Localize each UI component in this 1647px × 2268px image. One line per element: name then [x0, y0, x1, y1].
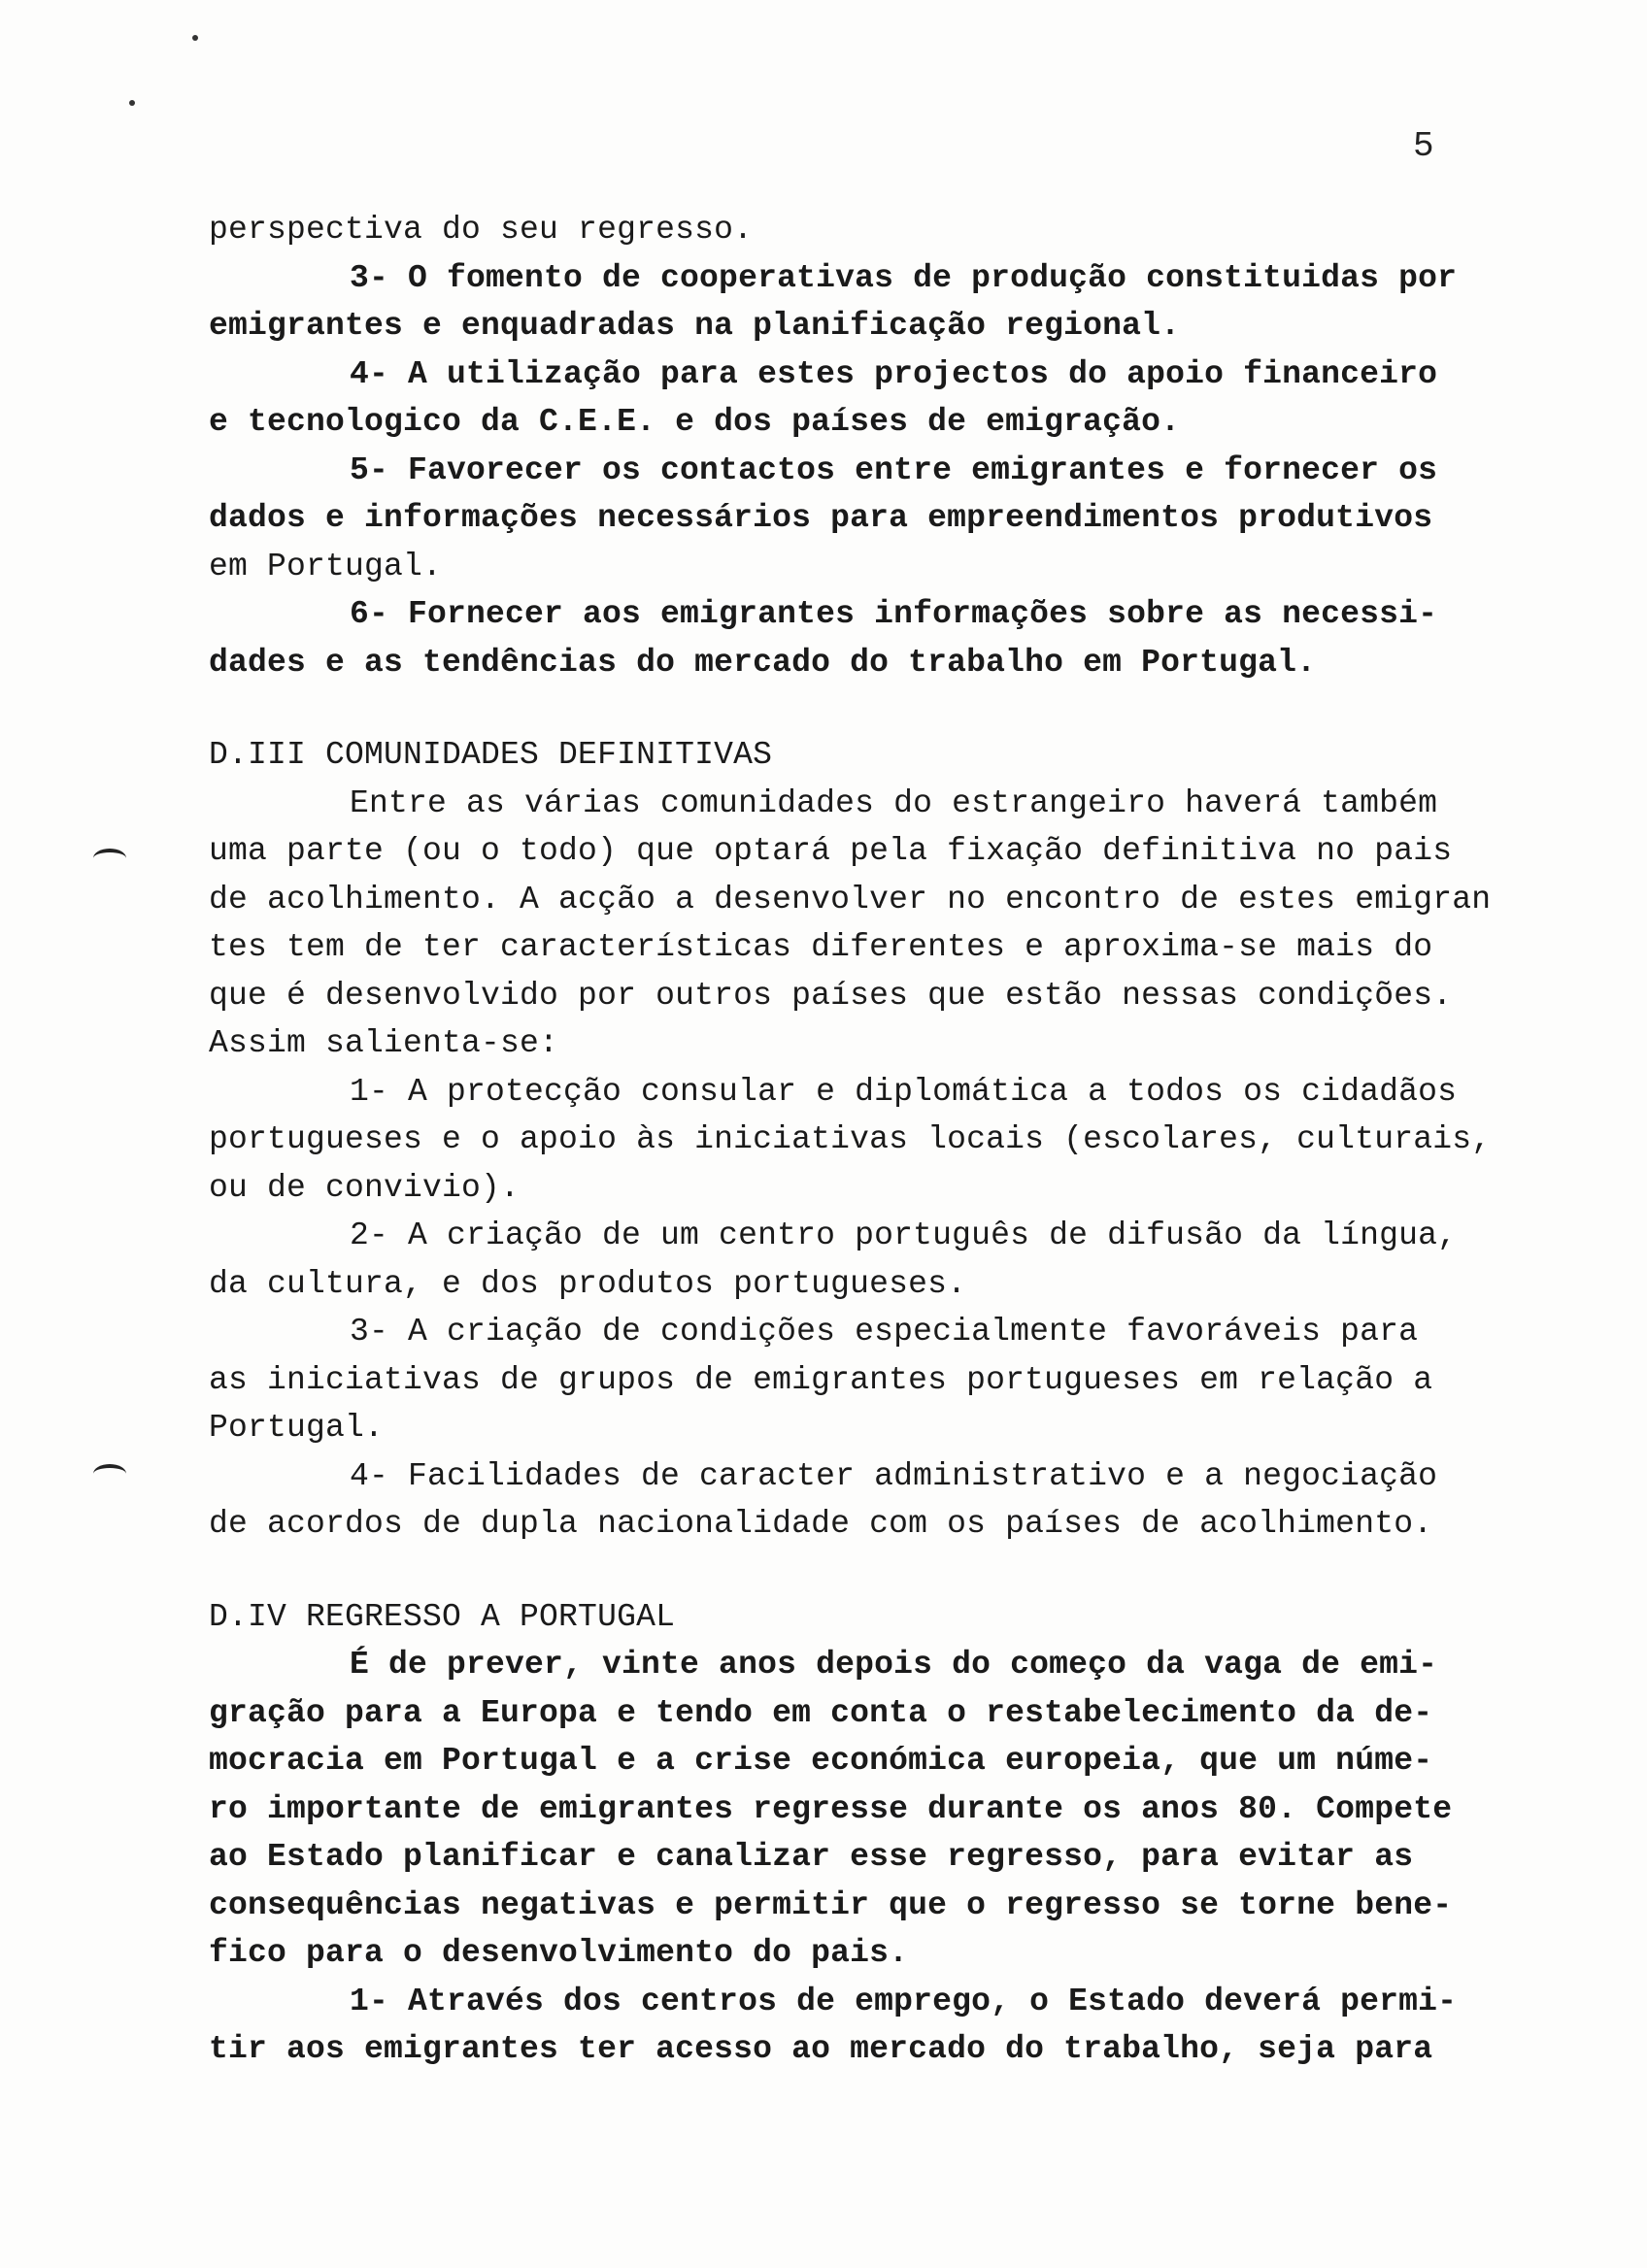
text-line: portugueses e o apoio às iniciativas locais (escolares, culturais, [209, 1121, 1492, 1157]
text-line: ou de convivio). [209, 1169, 521, 1206]
text-line: 3- O fomento de cooperativas de produção constituidas por [350, 259, 1458, 296]
text-line: 4- Facilidades de caracter administrativo e a negociação [350, 1457, 1438, 1494]
body-text [209, 206, 1510, 2074]
text-line: tir aos emigrantes ter acesso ao mercado do trabalho, seja para [209, 2031, 1433, 2067]
text-line: É de prever, vinte anos depois do começo da vaga de emi- [350, 1647, 1438, 1683]
section-heading: D.III COMUNIDADES DEFINITIVAS [209, 737, 773, 773]
text-line: gração para a Europa e tendo em conta o restabelecimento da de- [209, 1694, 1433, 1731]
text-line: ro importante de emigrantes regresse durante os anos 80. Compete [209, 1790, 1453, 1827]
text-line: ao Estado planificar e canalizar esse regresso, para evitar as [209, 1839, 1414, 1875]
text-line: 1- Através dos centros de emprego, o Estado deverá permi- [350, 1983, 1458, 2019]
text-line: emigrantes e enquadradas na planificação regional. [209, 308, 1181, 344]
text-line: 1- A protecção consular e diplomática a todos os cidadãos [350, 1073, 1458, 1110]
punch-hole-mark [93, 849, 126, 868]
text-line: e tecnologico da C.E.E. e dos países de emigração. [209, 404, 1181, 440]
text-line: de acordos de dupla nacionalidade com os países de acolhimento. [209, 1506, 1433, 1542]
text-line: mocracia em Portugal e a crise económica europeia, que um núme- [209, 1743, 1433, 1779]
section-d3 [209, 731, 1510, 1549]
text-line: 3- A criação de condições especialmente favoráveis para [350, 1314, 1419, 1350]
text-line: 5- Favorecer os contactos entre emigrantes e fornecer os [350, 451, 1438, 488]
text-line: perspectiva do seu regresso. [209, 212, 754, 248]
text-line: Entre as várias comunidades do estrangeiro haverá também [350, 784, 1438, 821]
text-line: dades e as tendências do mercado do trabalho em Portugal. [209, 644, 1317, 681]
intro-block [209, 206, 1510, 686]
text-line: as iniciativas de grupos de emigrantes portugueses em relação a [209, 1361, 1433, 1398]
text-line: 4- A utilização para estes projectos do apoio financeiro [350, 355, 1438, 392]
text-line: uma parte (ou o todo) que optará pela fixação definitiva no pais [209, 833, 1453, 869]
scan-speck [129, 100, 135, 106]
text-line: tes tem de ter características diferentes e aproxima-se mais do [209, 929, 1433, 965]
text-line: consequências negativas e permitir que o regresso se torne bene- [209, 1886, 1453, 1923]
text-line: fico para o desenvolvimento do pais. [209, 1935, 909, 1971]
text-line: 6- Fornecer aos emigrantes informações sobre as necessi- [350, 596, 1438, 632]
text-line: que é desenvolvido por outros países que estão nessas condições. [209, 977, 1453, 1014]
text-line: de acolhimento. A acção a desenvolver no encontro de estes emigran [209, 881, 1492, 917]
page-number: 5 [1413, 126, 1434, 166]
scan-speck [192, 35, 198, 41]
text-line: Assim salienta-se: [209, 1025, 559, 1061]
text-line: da cultura, e dos produtos portugueses. [209, 1265, 967, 1302]
text-line: Portugal. [209, 1410, 385, 1446]
section-heading: D.IV REGRESSO A PORTUGAL [209, 1598, 676, 1635]
text-line: 2- A criação de um centro português de difusão da língua, [350, 1217, 1458, 1253]
section-gap [209, 1549, 1510, 1593]
punch-hole-mark [93, 1464, 126, 1484]
text-line: dados e informações necessários para empreendimentos produtivos [209, 500, 1433, 536]
section-gap [209, 686, 1510, 731]
text-line: em Portugal. [209, 548, 443, 584]
section-d4 [209, 1593, 1510, 2074]
